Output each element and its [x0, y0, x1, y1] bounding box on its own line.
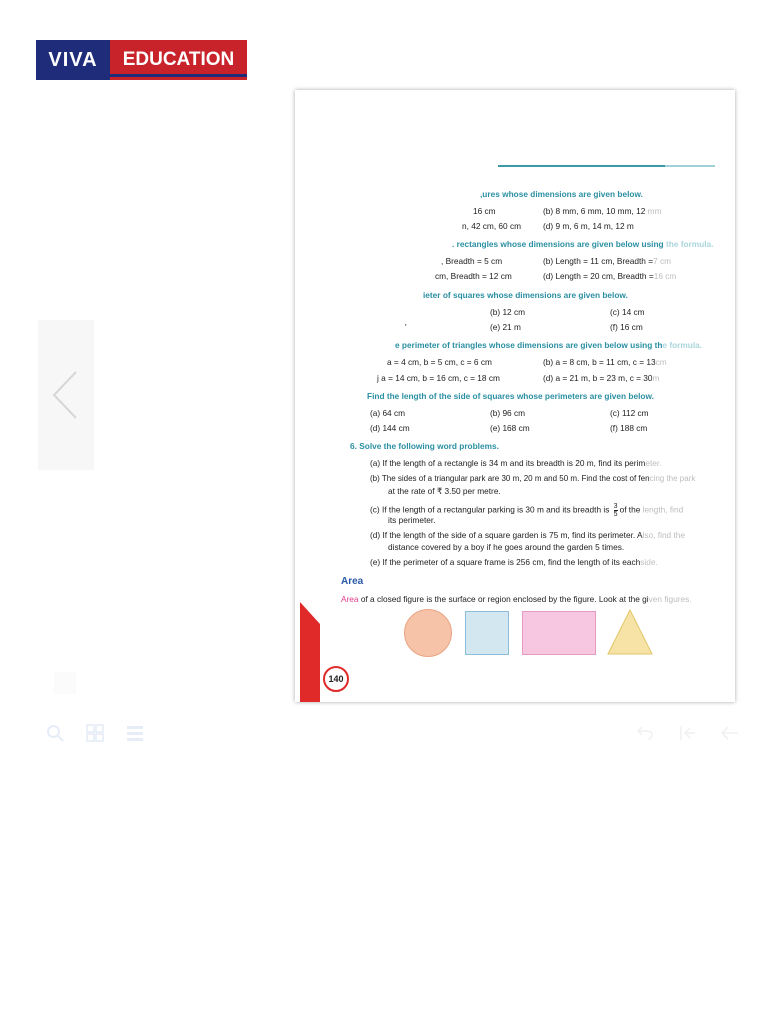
q1-heading: ,ures whose dimensions are given below.	[480, 189, 643, 199]
brand-logo-viva: VIVA	[36, 40, 110, 80]
header-rule	[498, 165, 665, 167]
chevron-left-icon[interactable]	[48, 368, 88, 422]
q5-heading: Find the length of the side of squares whose perimeters are given below.	[367, 391, 654, 401]
q3-d-mark: '	[405, 322, 407, 332]
header-rule-fade	[665, 165, 715, 167]
page-accent-band	[300, 602, 320, 702]
q5-c: (c) 112 cm	[610, 408, 649, 418]
q1-c: n, 42 cm, 60 cm	[462, 221, 522, 231]
q2-c: cm, Breadth = 12 cm	[435, 271, 512, 281]
rectangle-figure	[522, 611, 596, 655]
q3-f: (f) 16 cm	[610, 322, 643, 332]
q3-e: (e) 21 m	[490, 322, 521, 332]
square-figure	[465, 611, 509, 655]
thumbnails-grid-icon[interactable]	[86, 724, 108, 746]
fraction-denominator: 5	[613, 511, 618, 518]
first-page-icon[interactable]	[678, 724, 700, 746]
circle-figure	[404, 609, 452, 657]
triangle-figure	[607, 609, 653, 655]
q5-e: (e) 168 cm	[490, 423, 530, 433]
brand-logo-education: EDUCATION	[110, 40, 247, 80]
q4-c: j a = 14 cm, b = 16 cm, c = 18 cm	[377, 373, 500, 383]
undo-icon[interactable]	[636, 724, 658, 746]
fraction-numerator: 3	[613, 503, 618, 510]
q2-a: , Breadth = 5 cm	[441, 256, 503, 266]
q6-a: (a) If the length of a rectangle is 34 m and its breadth is 20 m, find its perimeter.	[370, 458, 662, 468]
q3-heading: ieter of squares whose dimensions are given below.	[423, 290, 628, 300]
q6-b-line1: (b) The sides of a triangular park are 30 m, 20 m and 50 m. Find the cost of fencing the park	[370, 474, 696, 483]
page-number: 140	[323, 666, 349, 692]
q4-heading: e perimeter of triangles whose dimensions are given below using the formula.	[395, 340, 703, 350]
brand-logo	[36, 40, 247, 80]
q6-d-line1: (d) If the length of the side of a square garden is 75 m, find its perimeter. Also, find the	[370, 530, 686, 540]
q1-d: (d) 9 m, 6 m, 14 m, 12 m	[543, 221, 634, 231]
q6-heading: 6. Solve the following word problems.	[350, 441, 499, 451]
q5-f: (f) 188 cm	[610, 423, 648, 433]
list-icon[interactable]	[126, 724, 148, 746]
page-indicator-icon	[54, 672, 76, 694]
q2-d: (d) Length = 20 cm, Breadth =16 cm	[543, 271, 677, 281]
area-title: Area	[341, 576, 364, 587]
area-definition: Area of a closed figure is the surface or region enclosed by the figure. Look at the given figures.	[341, 594, 692, 604]
q3-b: (b) 12 cm	[490, 307, 526, 317]
q2-b: (b) Length = 11 cm, Breadth =7 cm	[543, 256, 672, 266]
q1-a: 16 cm	[473, 206, 496, 216]
zoom-icon[interactable]	[46, 724, 68, 746]
arrow-left-icon[interactable]	[720, 724, 742, 746]
q4-a: a = 4 cm, b = 5 cm, c = 6 cm	[387, 357, 492, 367]
q6-d-line2: distance covered by a boy if he goes around the garden 5 times.	[388, 542, 625, 552]
q1-b: (b) 8 mm, 6 mm, 10 mm, 12 mm	[543, 206, 662, 216]
q4-d: (d) a = 21 m, b = 23 m, c = 30m	[543, 373, 660, 383]
q6-b-line2: at the rate of ₹ 3.50 per metre.	[388, 486, 501, 496]
q6-e: (e) If the perimeter of a square frame is 256 cm, find the length of its eachside.	[370, 557, 658, 567]
q5-a: (a) 64 cm	[370, 408, 406, 418]
book-page	[295, 90, 735, 702]
q2-heading: . rectangles whose dimensions are given below using the formula.	[452, 239, 714, 249]
q6-c-line2: its perimeter.	[388, 515, 436, 525]
q6-c-line1: (c) If the length of a rectangular parking is 30 m and its breadth is $\frac{3}{5}$ of the length, find	[370, 503, 684, 518]
q4-b: (b) a = 8 cm, b = 11 cm, c = 13cm	[543, 357, 667, 367]
q3-c: (c) 14 cm	[610, 307, 645, 317]
q5-d: (d) 144 cm	[370, 423, 410, 433]
q5-b: (b) 96 cm	[490, 408, 526, 418]
